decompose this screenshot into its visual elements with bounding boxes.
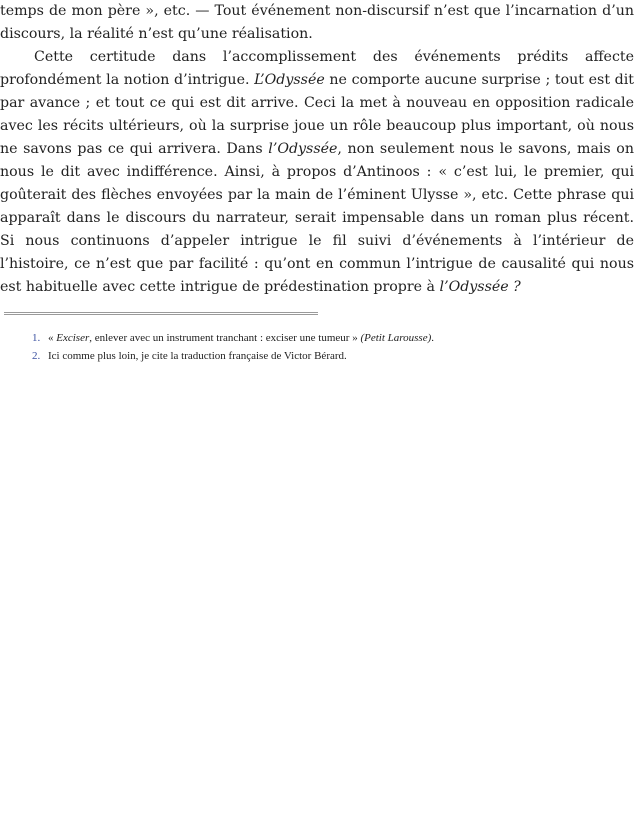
text-run: ne comporte aucune surprise ; tout est dit par avance ; et tout ce qui est dit arrive. Ceci la met à nouveau en opposition radicale avec les récits ultérieurs, où la surprise joue un rôle beaucoup plus important, où nous ne savons pas ce qui arrivera. Dans bbox=[0, 72, 634, 157]
text-run: , non seulement nous le savons, mais on nous le dit avec indifférence. Ainsi, à propos d’Antinoos : « c’est lui, le premier, qui goûterait des flèches envoyées par la main de l’éminent Ulysse », etc. Cette phrase qui apparaît dans le discours du narrateur, serait impensable dans un roman plus récent. Si nous continuons d’appeler intrigue le fil suivi d’événements à l’intérieur de l’histoire, ce n’est que par facilité : qu’ont en commun l’intrigue de causalité qui nous est habituelle avec cette intrigue de prédestination propre à bbox=[0, 141, 634, 295]
body-text bbox=[0, 0, 634, 299]
footnote-text: « bbox=[48, 332, 57, 344]
footnote-text: , enlever avec un instrument tranchant : exciser une tumeur » bbox=[89, 332, 361, 344]
book-page bbox=[0, 0, 634, 299]
footnote-item bbox=[32, 329, 622, 347]
footnote-separator bbox=[4, 312, 318, 315]
paragraph bbox=[0, 46, 634, 299]
italic-text: l’Odyssée bbox=[268, 141, 338, 157]
italic-text: L’Odyssée bbox=[254, 72, 325, 88]
footnote-italic-text: Exciser bbox=[56, 332, 90, 344]
footnote-italic-text: (Petit Larousse) bbox=[360, 332, 432, 344]
footnote-text: . bbox=[431, 332, 434, 344]
paragraph bbox=[0, 0, 634, 46]
footnote-text: Ici comme plus loin, je cite la traduction française de Victor Bérard. bbox=[48, 350, 347, 362]
footnote-number[interactable]: 2. bbox=[32, 350, 41, 362]
italic-text: l’Odyssée ? bbox=[439, 279, 521, 295]
footnotes-list bbox=[32, 329, 622, 365]
text-run: Cette certitude dans l’accomplissement des événements prédits affecte profondément la notion d’intrigue. bbox=[0, 49, 634, 88]
footnote-item bbox=[32, 347, 622, 365]
footnote-number[interactable]: 1. bbox=[32, 332, 41, 344]
text-run: temps de mon père », etc. — Tout événement non-discursif n’est que l’incarnation d’un discours, la réalité n’est qu’une réalisation. bbox=[0, 3, 634, 42]
